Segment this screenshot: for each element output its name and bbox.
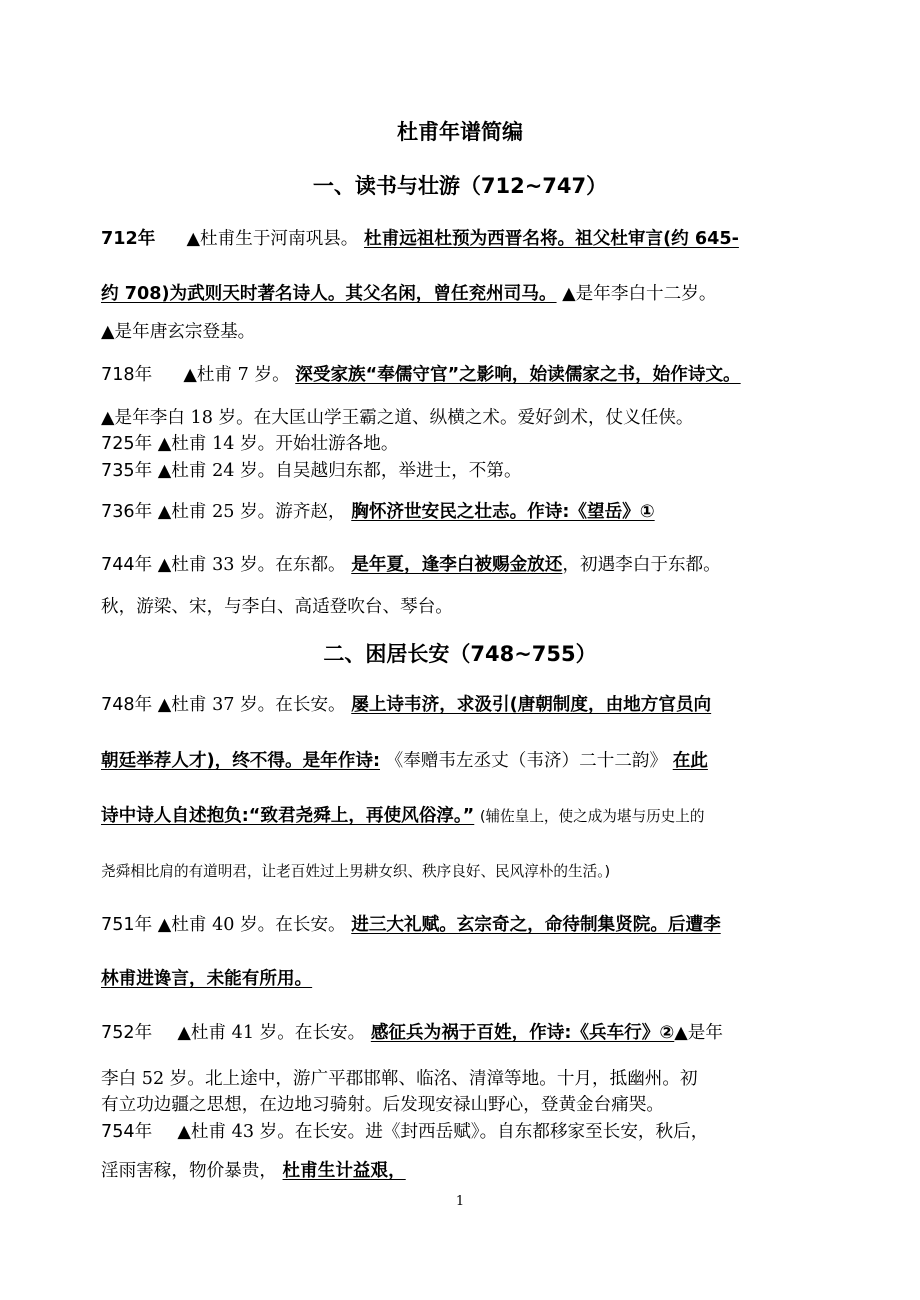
- list-item: 有立功边疆之思想，在边地习骑射。后发现安禄山野心，登黄金台痛哭。: [101, 1095, 665, 1115]
- list-item: 725年 ▲杜甫 14 岁。开始壮游各地。: [101, 434, 399, 454]
- list-item: 748年 ▲杜甫 37 岁。在长安。 屡上诗韦济，求汲引(唐朝制度，由地方官员向: [101, 695, 712, 715]
- list-item: 754年 ▲杜甫 43 岁。在长安。进《封西岳赋》。自东都移家至长安，秋后，: [101, 1122, 709, 1142]
- list-item: 林甫进谗言，未能有所用。: [101, 969, 313, 989]
- list-item: 751年 ▲杜甫 40 岁。在长安。 进三大礼赋。玄宗奇之，命待制集贤院。后遭李: [101, 915, 721, 935]
- list-item: 736年 ▲杜甫 25 岁。游齐赵， 胸怀济世安民之壮志。作诗:《望岳》①: [101, 502, 655, 522]
- list-item: 735年 ▲杜甫 24 岁。自吴越归东都，举进士，不第。: [101, 461, 522, 481]
- list-item: 秋，游梁、宋，与李白、高适登吹台、琴台。: [101, 597, 453, 617]
- list-item: 朝廷举荐人才)，终不得。是年作诗: 《奉赠韦左丞丈（韦济）二十二韵》 在此: [101, 751, 708, 771]
- list-item: ▲是年唐玄宗登基。: [101, 322, 256, 342]
- page-title: 杜甫年谱简编: [397, 119, 523, 144]
- list-item: 淫雨害稼，物价暴贵， 杜甫生计益艰，: [101, 1161, 406, 1181]
- list-item: 李白 52 岁。北上途中，游广平郡邯郸、临洺、清漳等地。十月，抵幽州。初: [101, 1069, 698, 1089]
- section-heading: 二、困居长安（748~755）: [323, 642, 597, 666]
- list-item: 744年 ▲杜甫 33 岁。在东都。 是年夏，逢李白被赐金放还，初遇李白于东都。: [101, 555, 721, 575]
- list-item: 尧舜相比肩的有道明君，让老百姓过上男耕女织、秩序良好、民风淳朴的生活。): [101, 863, 611, 880]
- section-heading: 一、读书与壮游（712~747）: [312, 174, 608, 198]
- page-number: 1: [455, 1194, 465, 1209]
- list-item: 712年 ▲杜甫生于河南巩县。 杜甫远祖杜预为西晋名将。祖父杜审言(约 645-: [101, 229, 739, 249]
- list-item: 752年 ▲杜甫 41 岁。在长安。 感征兵为祸于百姓，作诗:《兵车行》②▲是年: [101, 1023, 723, 1043]
- list-item: 718年 ▲杜甫 7 岁。 深受家族“奉儒守官”之影响，始读儒家之书，始作诗文。: [101, 365, 741, 385]
- list-item: ▲是年李白 18 岁。在大匡山学王霸之道、纵横之术。爱好剑术，仗义任侠。: [101, 408, 694, 428]
- list-item: 约 708)为武则天时著名诗人。其父名闲，曾任兖州司马。 ▲是年李白十二岁。: [101, 284, 717, 304]
- list-item: 诗中诗人自述抱负:“致君尧舜上，再使风俗淳。” (辅佐皇上，使之成为堪与历史上的: [101, 806, 705, 826]
